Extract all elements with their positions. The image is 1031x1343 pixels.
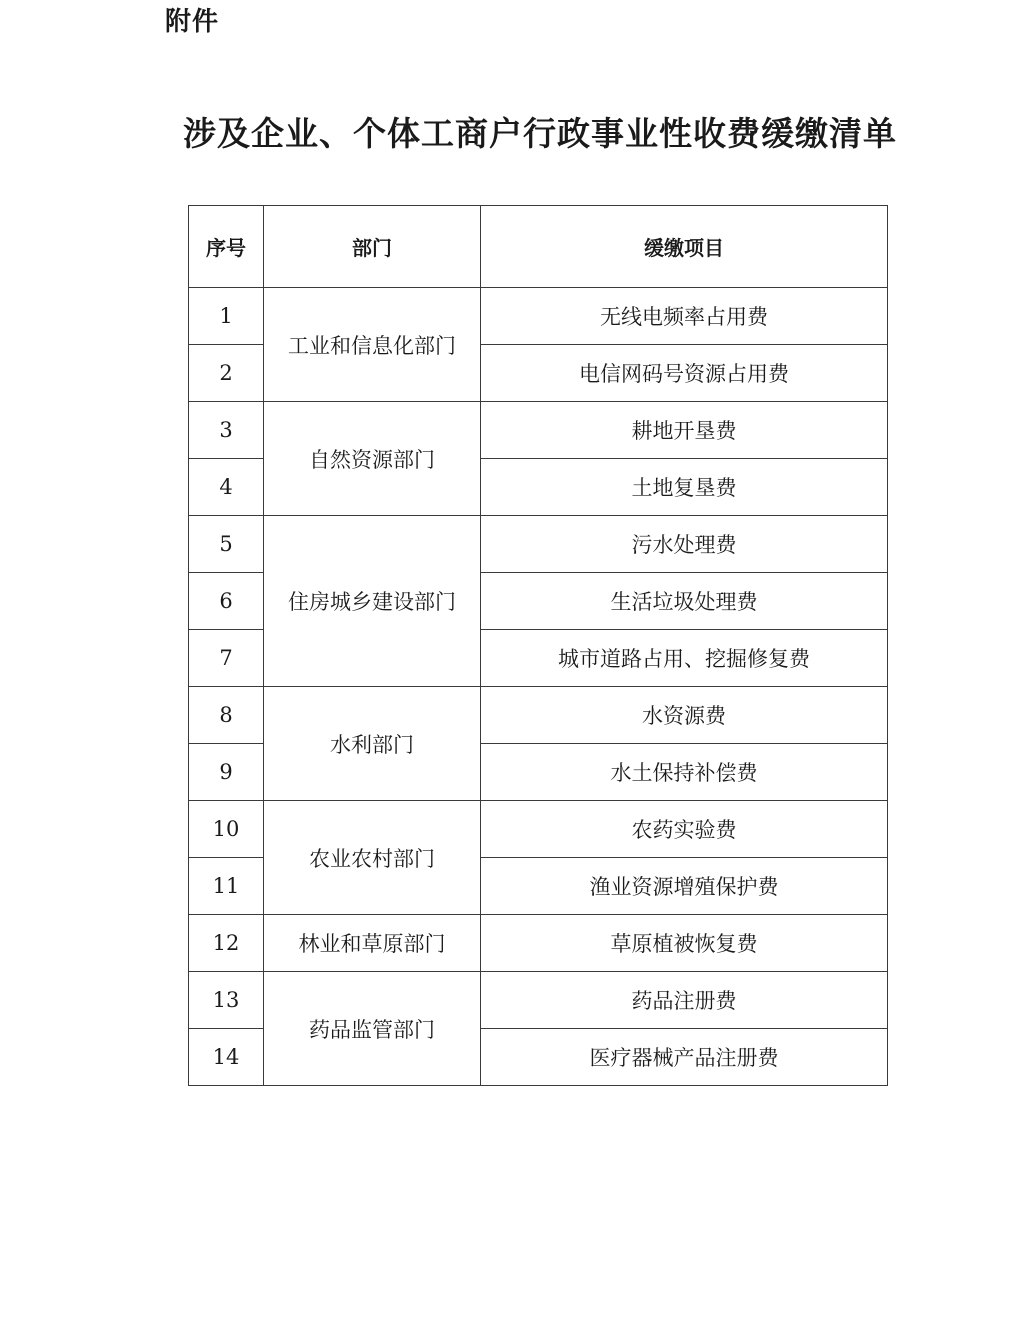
row-no: 1 <box>189 288 264 345</box>
row-item: 无线电频率占用费 <box>481 288 888 345</box>
row-department: 自然资源部门 <box>264 402 481 516</box>
row-item: 电信网码号资源占用费 <box>481 345 888 402</box>
attachment-label: 附件 <box>165 7 220 37</box>
row-no: 12 <box>189 915 264 972</box>
table-row <box>189 972 888 1029</box>
row-item: 农药实验费 <box>481 801 888 858</box>
row-department: 药品监管部门 <box>264 972 481 1086</box>
row-item: 水土保持补偿费 <box>481 744 888 801</box>
row-no: 8 <box>189 687 264 744</box>
row-department: 农业农村部门 <box>264 801 481 915</box>
row-no: 2 <box>189 345 264 402</box>
table-row <box>189 402 888 459</box>
row-no: 4 <box>189 459 264 516</box>
row-item: 草原植被恢复费 <box>481 915 888 972</box>
table-body <box>189 288 888 1086</box>
document-title: 涉及企业、个体工商户行政事业性收费缓缴清单 <box>183 114 897 153</box>
row-no: 3 <box>189 402 264 459</box>
row-item: 污水处理费 <box>481 516 888 573</box>
row-item: 生活垃圾处理费 <box>481 573 888 630</box>
row-no: 14 <box>189 1029 264 1086</box>
table-header <box>189 206 888 288</box>
row-item: 渔业资源增殖保护费 <box>481 858 888 915</box>
row-item: 药品注册费 <box>481 972 888 1029</box>
row-department: 工业和信息化部门 <box>264 288 481 402</box>
row-no: 11 <box>189 858 264 915</box>
table-row <box>189 915 888 972</box>
table-header-row <box>189 206 888 288</box>
row-no: 7 <box>189 630 264 687</box>
header-item: 缓缴项目 <box>481 206 888 288</box>
row-item: 水资源费 <box>481 687 888 744</box>
fee-deferral-table <box>188 205 888 1086</box>
row-no: 9 <box>189 744 264 801</box>
table-row <box>189 516 888 573</box>
row-item: 城市道路占用、挖掘修复费 <box>481 630 888 687</box>
row-no: 10 <box>189 801 264 858</box>
row-no: 13 <box>189 972 264 1029</box>
row-no: 5 <box>189 516 264 573</box>
header-department: 部门 <box>264 206 481 288</box>
row-item: 耕地开垦费 <box>481 402 888 459</box>
table-row <box>189 687 888 744</box>
table-row <box>189 801 888 858</box>
row-department: 水利部门 <box>264 687 481 801</box>
row-item: 土地复垦费 <box>481 459 888 516</box>
row-department: 林业和草原部门 <box>264 915 481 972</box>
row-department: 住房城乡建设部门 <box>264 516 481 687</box>
table-row <box>189 288 888 345</box>
header-no: 序号 <box>189 206 264 288</box>
row-item: 医疗器械产品注册费 <box>481 1029 888 1086</box>
row-no: 6 <box>189 573 264 630</box>
